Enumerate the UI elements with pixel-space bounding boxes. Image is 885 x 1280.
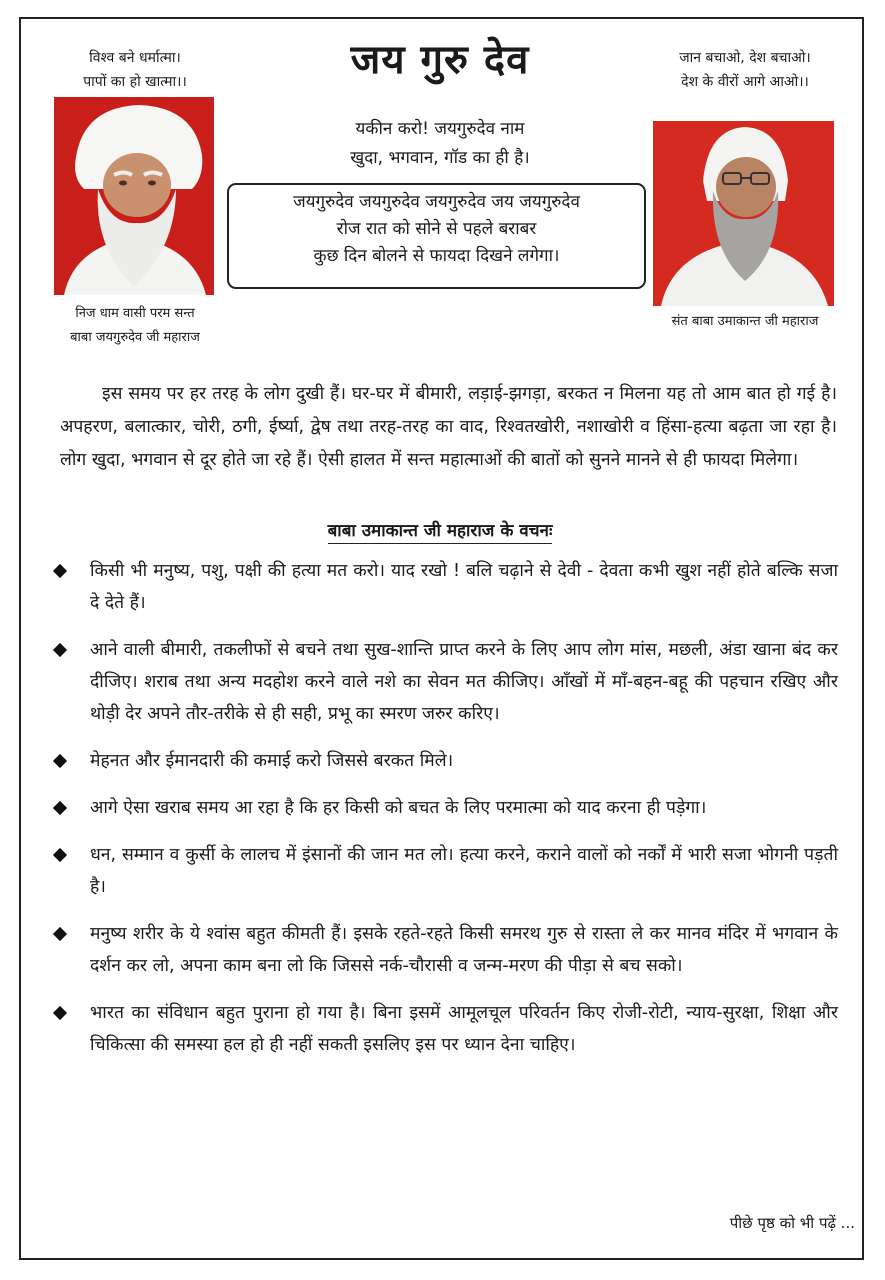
tagline-line-1: यकीन करो! जयगुरुदेव नाम	[355, 119, 525, 139]
list-item	[54, 839, 838, 903]
left-caption-line-2: बाबा जयगुरुदेव जी महाराज	[70, 330, 200, 345]
slogan-left	[40, 46, 230, 94]
diamond-bullet-icon	[53, 848, 67, 862]
diamond-bullet-icon	[53, 1006, 67, 1020]
list-item-text: किसी भी मनुष्य, पशु, पक्षी की हत्या मत करो। याद रखो ! बलि चढ़ाने से देवी - देवता कभी खुश नहीं होते बल्कि सजा दे देते हैं।	[90, 561, 838, 613]
list-item	[54, 997, 838, 1061]
list-item-text: आगे ऐसा खराब समय आ रहा है कि हर किसी को बचत के लिए परमात्मा को याद करना ही पड़ेगा।	[90, 798, 707, 818]
slogan-right-line-1: जान बचाओ, देश बचाओ।	[679, 50, 811, 66]
tagline-line-2: खुदा, भगवान, गॉड का ही है।	[350, 148, 530, 168]
right-photo-caption: संत बाबा उमाकान्त जी महाराज	[671, 314, 819, 329]
left-caption-line-1: निज धाम वासी परम सन्त	[75, 306, 195, 321]
slogan-left-line-2: पापों का हो खात्मा।।	[83, 74, 187, 90]
list-item-text: मनुष्य शरीर के ये श्वांस बहुत कीमती हैं। इसके रहते-रहते किसी समरथ गुरु से रास्ता ले कर मानव मंदिर में भगवान के दर्शन कर लो, अपना काम बना लो कि जिससे नर्क-चौरासी व जन्म-मरण की पीड़ा से बच सको।	[90, 924, 838, 976]
list-item	[54, 792, 838, 824]
portrait-baba-jaigurudev	[54, 97, 214, 295]
section-heading-text: बाबा उमाकान्त जी महाराज के वचनः	[328, 521, 553, 544]
list-item	[54, 745, 838, 777]
left-photo-caption	[40, 302, 230, 350]
diamond-bullet-icon	[53, 754, 67, 768]
list-item-text: धन, सम्मान व कुर्सी के लालच में इंसानों की जान मत लो। हत्या करने, कराने वालों को नर्कों में भारी सजा भोगनी पड़ती है।	[90, 845, 838, 897]
tagline	[255, 115, 625, 173]
list-item-text: आने वाली बीमारी, तकलीफों से बचने तथा सुख-शान्ति प्राप्त करने के लिए आप लोग मांस, मछली, अंडा खाना बंद कर दीजिए। शराब तथा अन्य मदहोश करने वाले नशे का सेवन मत कीजिए। आँखों में माँ-बहन-बहू की पहचान रखिए और थोड़ी देर अपने तौर-तरीके से ही सही, प्रभू का स्मरण जरुर करिए।	[90, 640, 838, 724]
list-item-text: मेहनत और ईमानदारी की कमाई करो जिससे बरकत मिले।	[90, 751, 454, 771]
list-item	[54, 634, 838, 730]
section-heading	[240, 518, 640, 541]
diamond-bullet-icon	[53, 643, 67, 657]
diamond-bullet-icon	[53, 564, 67, 578]
page-title: जय गुरु देव	[350, 37, 530, 83]
list-item-text: भारत का संविधान बहुत पुराना हो गया है। बिना इसमें आमूलचूल परिवर्तन किए रोजी-रोटी, न्याय-सुरक्षा, शिक्षा और चिकित्सा की समस्या हल हो ही नहीं सकती इसलिए इस पर ध्यान देना चाहिए।	[90, 1003, 838, 1055]
mantra-line-3: कुछ दिन बोलने से फायदा दिखने लगेगा।	[313, 246, 560, 266]
mantra-line-1: जयगुरुदेव जयगुरुदेव जयगुरुदेव जय जयगुरुदेव	[293, 192, 580, 212]
footer-note: पीछे पृष्ठ को भी पढ़ें ...	[729, 1214, 855, 1232]
portrait-baba-umakant	[653, 121, 834, 306]
portrait-baba-umakant-illustration	[653, 121, 834, 306]
list-item	[54, 555, 838, 619]
intro-paragraph: इस समय पर हर तरह के लोग दुखी हैं। घर-घर में बीमारी, लड़ाई-झगड़ा, बरकत न मिलना यह तो आम बात हो गई है। अपहरण, बलात्कार, चोरी, ठगी, ईर्ष्या, द्वेष तथा तरह-तरह का वाद, रिश्वतखोरी, नशाखोरी व हिंसा-हत्या बढ़ता जा रहा है। लोग खुदा, भगवान से दूर होते जा रहे हैं। ऐसी हालत में सन्त महात्माओं की बातों को सुनने मानने से ही फायदा मिलेगा।	[60, 384, 837, 470]
slogan-right	[640, 46, 850, 94]
portrait-baba-jaigurudev-illustration	[54, 97, 214, 295]
diamond-bullet-icon	[53, 801, 67, 815]
mantra-box	[227, 183, 646, 289]
teachings-list	[54, 555, 838, 1076]
slogan-left-line-1: विश्व बने धर्मात्मा।	[89, 50, 181, 66]
list-item	[54, 918, 838, 982]
diamond-bullet-icon	[53, 927, 67, 941]
mantra-line-2: रोज रात को सोने से पहले बराबर	[336, 219, 537, 239]
slogan-right-line-2: देश के वीरों आगे आओ।।	[681, 74, 809, 90]
